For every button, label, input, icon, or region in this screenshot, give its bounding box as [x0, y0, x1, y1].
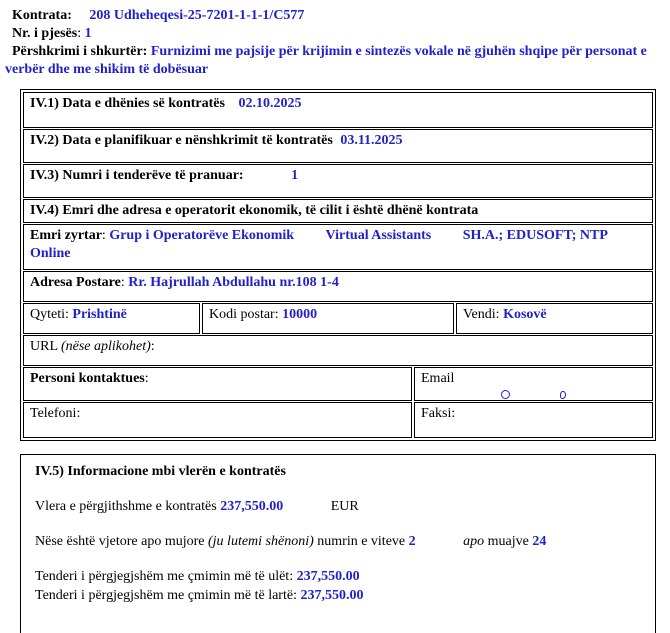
tenderi-ulet-value: 237,550.00 [296, 569, 360, 584]
personi-kontaktues-colon: : [144, 371, 149, 386]
section-iv-table [20, 89, 656, 441]
tenderi-larte-line [35, 587, 641, 605]
tenderi-ulet-line [35, 568, 641, 586]
pershkrimi-label: Përshkrimi i shkurtër: [12, 44, 148, 59]
nr-pjeses-colon: : [77, 26, 82, 41]
adresa-postare-colon: : [120, 275, 125, 290]
email-cell [414, 367, 653, 401]
nese-text-1: Nëse është vjetore apo mujore [35, 534, 205, 549]
kontrata-value: 208 Udheheqesi-25-7201-1-1-1/C577 [89, 8, 305, 23]
telefoni-cell [23, 402, 412, 438]
url-colon: : [150, 339, 155, 354]
vendi-label: Vendi: [463, 307, 500, 322]
vendi-cell [456, 303, 653, 334]
iv5-title: IV.5) Informacione mbi vlerën e kontratës [35, 464, 286, 479]
kodi-postar-value: 10000 [282, 307, 318, 322]
email-peek-mark-icon [560, 391, 566, 399]
muajve-label: muajve [487, 534, 529, 549]
url-label: URL [30, 339, 58, 354]
kodi-postar-label: Kodi postar: [209, 307, 279, 322]
iv1-value: 02.10.2025 [238, 96, 302, 111]
iv3-label: IV.3) Numri i tenderëve të pranuar: [30, 168, 244, 183]
section-iv5-box [20, 454, 656, 633]
faksi-cell [414, 402, 653, 438]
iv3-value: 1 [291, 168, 299, 183]
url-note: (nëse aplikohet) [60, 339, 151, 354]
row-phone-fax [23, 402, 653, 438]
iv5-title-line [35, 463, 641, 481]
row-emri-zyrtar [23, 224, 653, 270]
pershkrimi-line [5, 43, 660, 79]
apo-italic: apo [463, 534, 485, 549]
emri-zyrtar-value-3: SH.A.; EDUSOFT; NTP Online [30, 228, 608, 261]
vendi-value: Kosovë [503, 307, 547, 322]
iv2-value: 03.11.2025 [340, 133, 403, 148]
kontrata-label: Kontrata: [12, 8, 72, 23]
iv1-label: IV.1) Data e dhënies së kontratës [30, 96, 225, 111]
qyteti-cell [23, 303, 200, 334]
qyteti-value: Prishtinë [72, 307, 127, 322]
iv2-label: IV.2) Data e planifikuar e nënshkrimit të kontratës [30, 133, 333, 148]
vite-value: 2 [408, 534, 416, 549]
emri-zyrtar-value-2: Virtual Assistants [325, 228, 432, 243]
faksi-label: Faksi: [421, 406, 456, 421]
muajve-value: 24 [532, 534, 547, 549]
email-label: Email [421, 371, 455, 386]
row-iv4-title [23, 199, 653, 223]
adresa-postare-value: Rr. Hajrullah Abdullahu nr.108 1-4 [128, 275, 339, 290]
nr-pjeses-label: Nr. i pjesës [12, 26, 78, 41]
nr-pjeses-line [5, 25, 660, 43]
telefoni-label: Telefoni: [30, 406, 81, 421]
iv4-title: IV.4) Emri dhe adresa e operatorit ekonomik, të cilit i është dhënë kontrata [30, 203, 479, 218]
email-peek-mark-icon [501, 390, 510, 399]
nr-pjeses-value: 1 [84, 26, 92, 41]
tenderi-larte-label: Tenderi i përgjegjshëm me çmimin më të lartë: [35, 588, 297, 603]
nese-italic-note: (ju lutemi shënoni) [208, 534, 314, 549]
emri-zyrtar-value-1: Grup i Operatorëve Ekonomik [109, 228, 295, 243]
tenderi-ulet-label: Tenderi i përgjegjshëm me çmimin më të ulët: [35, 569, 294, 584]
nese-text-2: numrin e viteve [317, 534, 406, 549]
vlera-line [35, 498, 641, 516]
vlera-label: Vlera e përgjithshme e kontratës [35, 499, 217, 514]
vlera-value: 237,550.00 [220, 499, 284, 514]
nese-line [35, 533, 641, 551]
row-iv2 [23, 129, 653, 163]
tenderi-larte-value: 237,550.00 [300, 588, 364, 603]
row-iv3 [23, 164, 653, 198]
row-city-postal-country [23, 303, 653, 334]
row-contact-email [23, 367, 653, 401]
document-header [0, 0, 670, 79]
kodi-postar-cell [202, 303, 454, 334]
pershkrimi-value: Furnizimi me pajsije për krijimin e sintezës vokale në gjuhën shqipe për personat e verbër dhe me shikim të dobësuar [5, 44, 647, 77]
row-adresa-postare [23, 271, 653, 302]
adresa-postare-label: Adresa Postare [30, 275, 121, 290]
qyteti-label: Qyteti: [30, 307, 69, 322]
emri-zyrtar-label: Emri zyrtar [30, 228, 102, 243]
row-url [23, 335, 653, 366]
personi-kontaktues-cell [23, 367, 412, 401]
personi-kontaktues-label: Personi kontaktues [30, 371, 145, 386]
row-iv1 [23, 92, 653, 128]
currency-label: EUR [330, 499, 359, 514]
kontrata-line [5, 7, 660, 25]
emri-zyrtar-colon: : [101, 228, 106, 243]
